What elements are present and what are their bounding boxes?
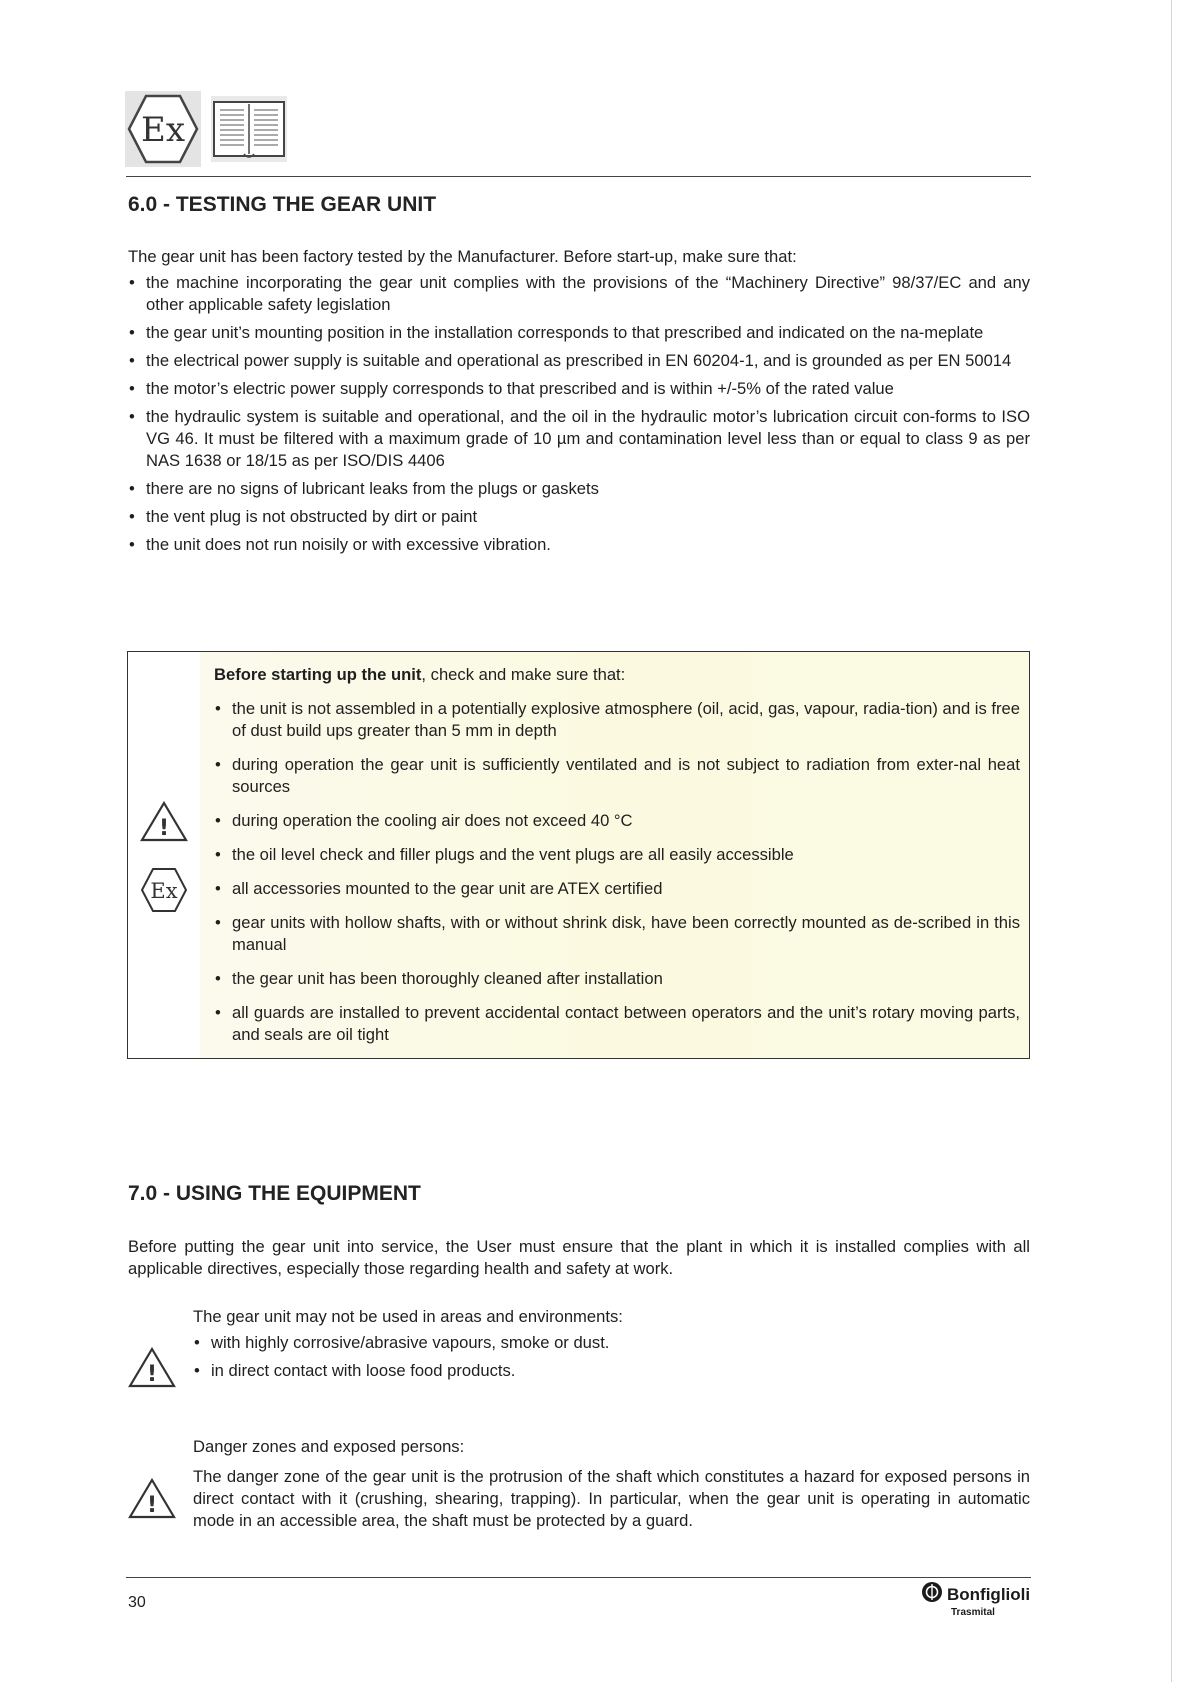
startup-warning-box xyxy=(127,651,1030,1059)
brand-name: Bonfiglioli xyxy=(947,1584,1031,1604)
warning-triangle-icon xyxy=(128,1346,176,1393)
warning-intro-bold: Before starting up the unit xyxy=(214,665,422,684)
section-6-checklist xyxy=(128,272,1030,562)
warning-intro xyxy=(214,664,625,686)
list-item: • there are no signs of lubricant leaks from the plugs or gaskets xyxy=(128,478,1030,500)
list-item: • the vent plug is not obstructed by dirt or paint xyxy=(128,506,1030,528)
note-heading: The gear unit may not be used in areas and environments: xyxy=(193,1307,623,1326)
svg-text:Ex: Ex xyxy=(150,879,178,903)
list-item: • the motor’s electric power supply corresponds to that prescribed and is within +/-5% of the rated value xyxy=(128,378,1030,400)
warning-checklist xyxy=(214,698,1020,1058)
warning-triangle-icon xyxy=(140,800,188,847)
ex-atex-icon xyxy=(125,91,201,172)
note-heading: Danger zones and exposed persons: xyxy=(193,1437,465,1456)
svg-text:!: ! xyxy=(146,1493,158,1518)
list-item: • the unit does not run noisily or with excessive vibration. xyxy=(128,534,1030,556)
list-item: • gear units with hollow shafts, with or without shrink disk, have been correctly mounted as de-scribed in this manual xyxy=(214,912,1020,956)
list-item: • the gear unit’s mounting position in the installation corresponds to that prescribed and indicated on the na-meplate xyxy=(128,322,1030,344)
header-rule xyxy=(126,176,1031,177)
bonfiglioli-logo-icon xyxy=(921,1581,943,1608)
page-number: 30 xyxy=(128,1594,146,1611)
warning-triangle-icon xyxy=(128,1477,176,1524)
list-item: • the oil level check and filler plugs and the vent plugs are all easily accessible xyxy=(214,844,1020,866)
list-item: • the electrical power supply is suitable and operational as prescribed in EN 60204-1, and is grounded as per EN 50014 xyxy=(128,350,1030,372)
header-icons xyxy=(125,92,287,170)
brand-subtitle: Trasmital xyxy=(951,1607,995,1618)
ex-atex-icon xyxy=(140,867,188,918)
list-item: • during operation the cooling air does not exceed 40 °C xyxy=(214,810,1020,832)
list-item: • the hydraulic system is suitable and operational, and the oil in the hydraulic motor’s lubrication circuit con-forms to ISO VG 46. It must be filtered with a maximum grade of 10 µm and contamination level less than or equal to class 9 as per NAS 1638 or 18/15 as per ISO/DIS 4406 xyxy=(128,406,1030,472)
warning-icon-column xyxy=(128,652,201,1058)
list-item: • with highly corrosive/abrasive vapours, smoke or dust. xyxy=(193,1332,1030,1354)
list-item: • all guards are installed to prevent accidental contact between operators and the unit’s rotary moving parts, and seals are oil tight xyxy=(214,1002,1020,1046)
list-item: • in direct contact with loose food products. xyxy=(193,1360,1030,1382)
section-6-intro: The gear unit has been factory tested by the Manufacturer. Before start-up, make sure that: xyxy=(128,247,797,266)
list-item: • the unit is not assembled in a potentially explosive atmosphere (oil, acid, gas, vapour, radia-tion) and is free of dust build ups greater than 5 mm in depth xyxy=(214,698,1020,742)
section-7-title: 7.0 - USING THE EQUIPMENT xyxy=(128,1182,421,1205)
restricted-areas-note xyxy=(128,1306,1030,1386)
page-edge-line xyxy=(1171,0,1172,1682)
list-item: • the gear unit has been thoroughly cleaned after installation xyxy=(214,968,1020,990)
list-item: • all accessories mounted to the gear unit are ATEX certified xyxy=(214,878,1020,900)
brand-logo xyxy=(921,1581,1036,1618)
svg-text:Ex: Ex xyxy=(141,109,185,150)
danger-zones-note xyxy=(128,1436,1030,1536)
footer-rule xyxy=(126,1577,1031,1578)
section-7-intro: Before putting the gear unit into service, the User must ensure that the plant in which it is installed complies with all applicable directives, especially those regarding health and safety at work. xyxy=(128,1237,1030,1278)
list-item: • the machine incorporating the gear unit complies with the provisions of the “Machinery Directive” 98/37/EC and any other applicable safety legislation xyxy=(128,272,1030,316)
warning-intro-rest: , check and make sure that: xyxy=(421,665,626,684)
svg-text:!: ! xyxy=(146,1362,158,1387)
manual-book-icon xyxy=(211,96,287,167)
note-text: The danger zone of the gear unit is the protrusion of the shaft which constitutes a hazard for exposed persons in direct contact with it (crushing, shearing, trapping). In particular, when the gear unit is operating in automatic mode in an accessible area, the shaft must be protected by a guard. xyxy=(193,1467,1030,1530)
warning-content xyxy=(200,652,1029,1058)
svg-text:!: ! xyxy=(158,816,170,841)
list-item: • during operation the gear unit is sufficiently ventilated and is not subject to radiation from exter-nal heat sources xyxy=(214,754,1020,798)
note-list xyxy=(193,1332,1030,1382)
section-6-title: 6.0 - TESTING THE GEAR UNIT xyxy=(128,193,437,216)
